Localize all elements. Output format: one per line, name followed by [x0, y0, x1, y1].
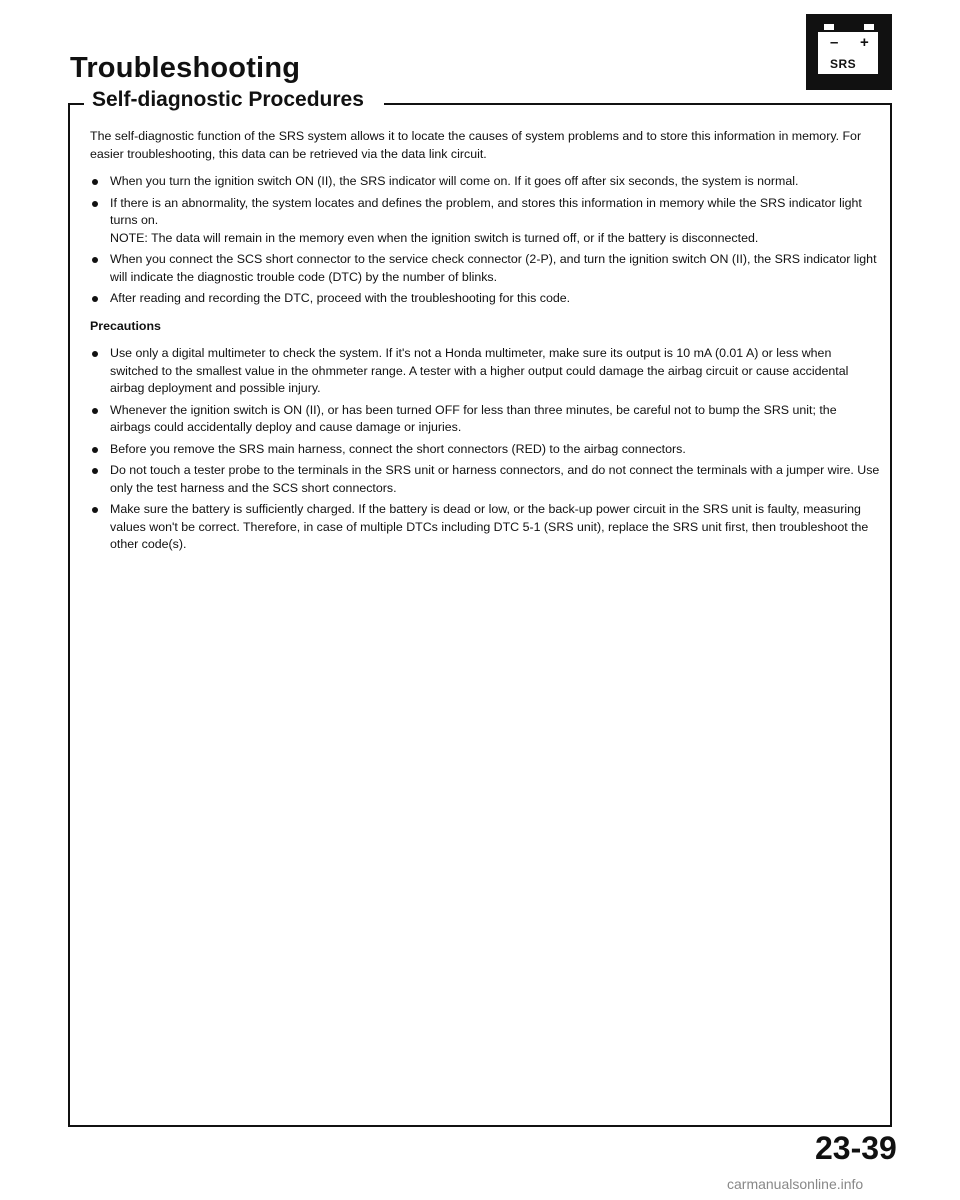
precaution-item [90, 501, 880, 554]
srs-badge-label: SRS [830, 57, 857, 71]
precautions-heading: Precautions [90, 318, 161, 333]
frame-right-border [890, 103, 892, 1127]
plus-symbol: + [860, 34, 869, 51]
minus-symbol: – [830, 34, 839, 51]
bullet-icon [92, 296, 98, 302]
intro-paragraph: The self-diagnostic function of the SRS system allows it to locate the causes of system problems and to store this information in memory. For easier troubleshooting, this data can be retrieved via the data link circuit. [90, 129, 862, 161]
precaution-item [90, 441, 880, 459]
bullet-icon [92, 257, 98, 263]
procedure-text: When you connect the SCS short connector to the service check connector (2-P), and turn the ignition switch ON (II), the SRS indicator light will indicate the diagnostic trouble code (DTC) by the number of blinks. [110, 252, 877, 284]
bullet-icon [92, 201, 98, 207]
procedure-item [90, 290, 880, 308]
page-title: Troubleshooting [70, 52, 301, 84]
bullet-icon [92, 507, 98, 513]
bullet-icon [92, 468, 98, 474]
precaution-text: Whenever the ignition switch is ON (II), or has been turned OFF for less than three minutes, be careful not to bump the SRS unit; the airbags could accidentally deploy and cause damage or injuries. [110, 402, 837, 434]
precaution-text: Use only a digital multimeter to check the system. If it's not a Honda multimeter, make sure its output is 10 mA (0.01 A) or less when switched to the smallest value in the ohmmeter range. A tester with a higher output could damage the airbag circuit or cause accidental airbag deployment and possible injury. [110, 346, 849, 395]
srs-battery-icon [806, 14, 892, 90]
page-number: 23-39 [815, 1130, 897, 1166]
bullet-icon [92, 179, 98, 185]
procedure-text: If there is an abnormality, the system locates and defines the problem, and stores this information in memory while the SRS indicator light turns on. [110, 195, 862, 227]
precaution-text: Do not touch a tester probe to the terminals in the SRS unit or harness connectors, and do not connect the terminals with a jumper wire. Use only the test harness and the SCS short connectors. [110, 463, 880, 495]
precaution-item [90, 402, 880, 437]
precautions-list [90, 345, 880, 554]
procedure-item [90, 251, 880, 286]
section-title: Self-diagnostic Procedures [92, 88, 364, 111]
precaution-item [90, 462, 880, 497]
document-body [90, 128, 880, 564]
bullet-icon [92, 447, 98, 453]
note-text: NOTE: The data will remain in the memory even when the ignition switch is turned off, or if the battery is disconnected. [110, 230, 759, 245]
procedure-item [90, 173, 880, 191]
section-rule-left [68, 103, 84, 105]
procedure-item [90, 195, 880, 248]
precaution-text: Make sure the battery is sufficiently charged. If the battery is dead or low, or the back-up power circuit in the SRS unit is faulty, measuring values won't be correct. Therefore, in case of multiple DTCs including DTC 5-1 (SRS unit), replace the SRS unit first, then troubleshoot the other code(s). [110, 502, 869, 551]
section-rule-right [384, 103, 892, 105]
frame-bottom-border [68, 1125, 892, 1127]
frame-left-border [68, 103, 70, 1127]
procedure-list [90, 173, 880, 308]
procedure-text: After reading and recording the DTC, proceed with the troubleshooting for this code. [110, 291, 571, 305]
precaution-text: Before you remove the SRS main harness, connect the short connectors (RED) to the airbag connectors. [110, 441, 686, 456]
watermark-text: carmanualsonline.info [727, 1176, 864, 1192]
battery-body [816, 30, 880, 76]
precaution-item [90, 345, 880, 398]
procedure-text: When you turn the ignition switch ON (II), the SRS indicator will come on. If it goes off after six seconds, the system is normal. [110, 174, 799, 188]
bullet-icon [92, 408, 98, 414]
bullet-icon [92, 351, 98, 357]
